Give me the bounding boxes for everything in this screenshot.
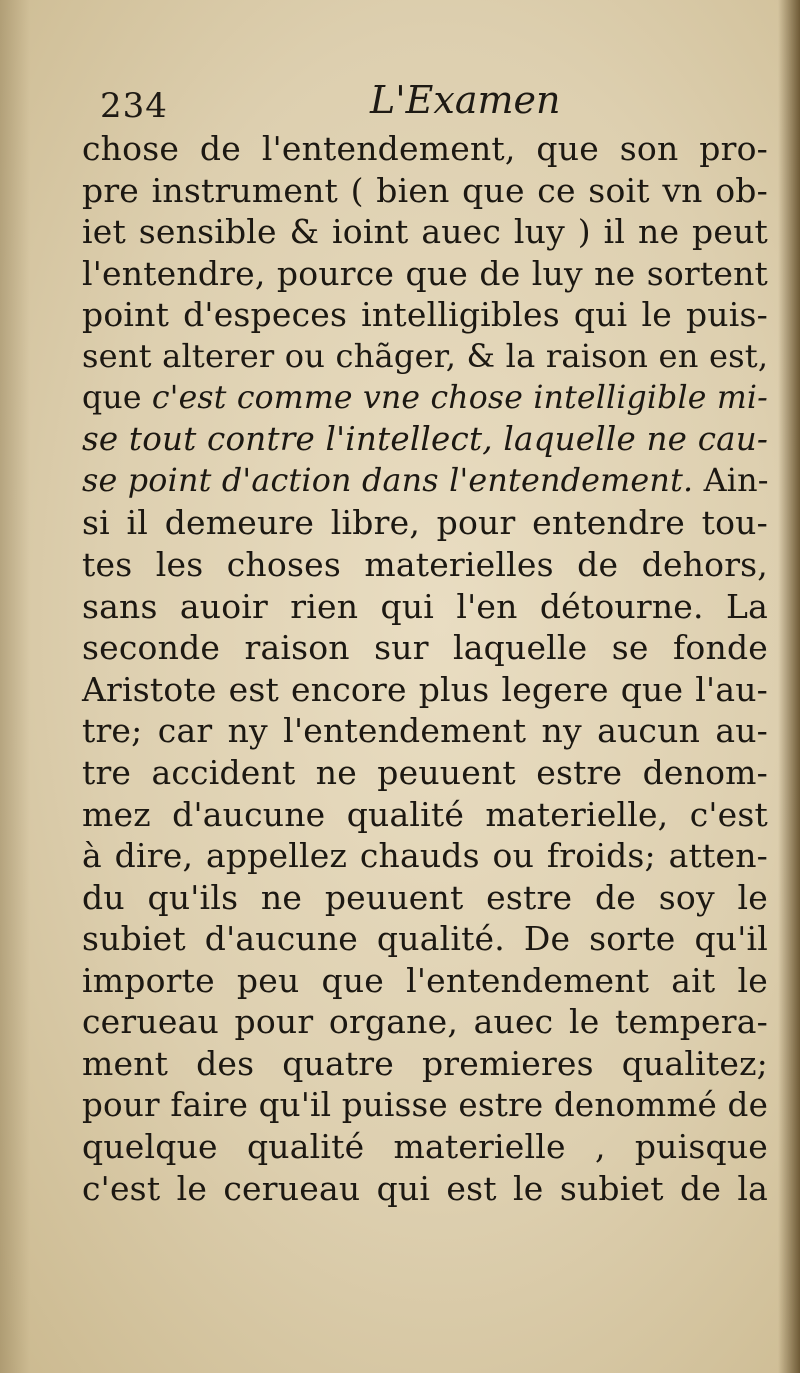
- text-line: [82, 1001, 768, 1043]
- text-line: [82, 336, 768, 378]
- text-segment: chose de l'entendement, que son pro-: [82, 129, 768, 168]
- text-segment: seconde raison sur laquelle se fonde: [82, 628, 768, 668]
- text-line: [82, 835, 768, 877]
- text-line: [82, 960, 768, 1002]
- page-number: 234: [100, 86, 168, 126]
- text-segment: tre accident ne peuuent estre denom-: [82, 752, 768, 792]
- text-segment: importe peu que l'entendement ait le: [82, 960, 768, 1000]
- text-line: [82, 1043, 768, 1085]
- text-line: [82, 586, 768, 628]
- text-line: [82, 461, 768, 503]
- text-line: [82, 1085, 768, 1127]
- text-line: [82, 211, 768, 253]
- text-segment: tre; car ny l'entendement ny aucun au-: [82, 711, 768, 751]
- text-segment: sent alterer ou chãger, & la raison en est,: [82, 336, 769, 375]
- italic-text-segment: se tout contre l'intellect, laquelle ne cau-: [82, 420, 769, 459]
- text-line: [82, 794, 768, 836]
- text-line: [82, 1168, 768, 1210]
- text-segment: pour faire qu'il puisse estre denommé de: [82, 1085, 769, 1124]
- text-line: [82, 877, 768, 919]
- text-line: [82, 1126, 768, 1168]
- text-segment: à dire, appellez chauds ou froids; atten-: [82, 836, 768, 876]
- text-segment: Ain-: [693, 462, 769, 499]
- text-segment: l'entendre, pource que de luy ne sortent: [82, 253, 768, 293]
- running-head: [100, 72, 570, 126]
- text-line: [82, 294, 768, 336]
- text-line: [82, 128, 768, 170]
- italic-text-segment: c'est comme vne chose intelligible mi-: [151, 379, 769, 416]
- text-segment: iet sensible & ioint auec luy ) il ne peut: [82, 212, 768, 252]
- text-segment: ment des quatre premieres qualitez;: [82, 1044, 768, 1084]
- text-line: [82, 544, 768, 586]
- text-line: [82, 669, 768, 711]
- text-segment: cerueau pour organe, auec le tempera-: [82, 1002, 768, 1042]
- text-line: [82, 419, 768, 461]
- text-line: [82, 918, 768, 960]
- text-segment: que: [82, 379, 152, 416]
- text-segment: du qu'ils ne peuuent estre de soy le: [82, 877, 768, 917]
- body-text: [82, 128, 768, 1209]
- text-line: [82, 170, 768, 212]
- text-line: [82, 710, 768, 752]
- text-segment: sans auoir rien qui l'en détourne. La: [82, 586, 768, 626]
- text-segment: c'est le cerueau qui est le subiet de la: [82, 1168, 768, 1208]
- text-segment: quelque qualité materielle , puisque: [82, 1127, 768, 1167]
- text-line: [82, 502, 768, 544]
- text-line: [82, 752, 768, 794]
- text-line: [82, 627, 768, 669]
- italic-text-segment: se point d'action dans l'entendement.: [82, 462, 694, 499]
- text-segment: mez d'aucune qualité materielle, c'est: [82, 794, 768, 834]
- running-title: L'Examen: [370, 78, 561, 122]
- text-segment: pre instrument ( bien que ce soit vn ob-: [82, 170, 768, 210]
- text-segment: tes les choses materielles de dehors,: [82, 544, 768, 584]
- text-line: [82, 253, 768, 295]
- text-segment: Aristote est encore plus legere que l'au-: [82, 669, 768, 709]
- text-segment: point d'especes intelligibles qui le puis-: [82, 295, 768, 335]
- text-segment: subiet d'aucune qualité. De sorte qu'il: [82, 919, 768, 959]
- text-line: [82, 378, 768, 420]
- text-segment: si il demeure libre, pour entendre tou-: [82, 503, 768, 543]
